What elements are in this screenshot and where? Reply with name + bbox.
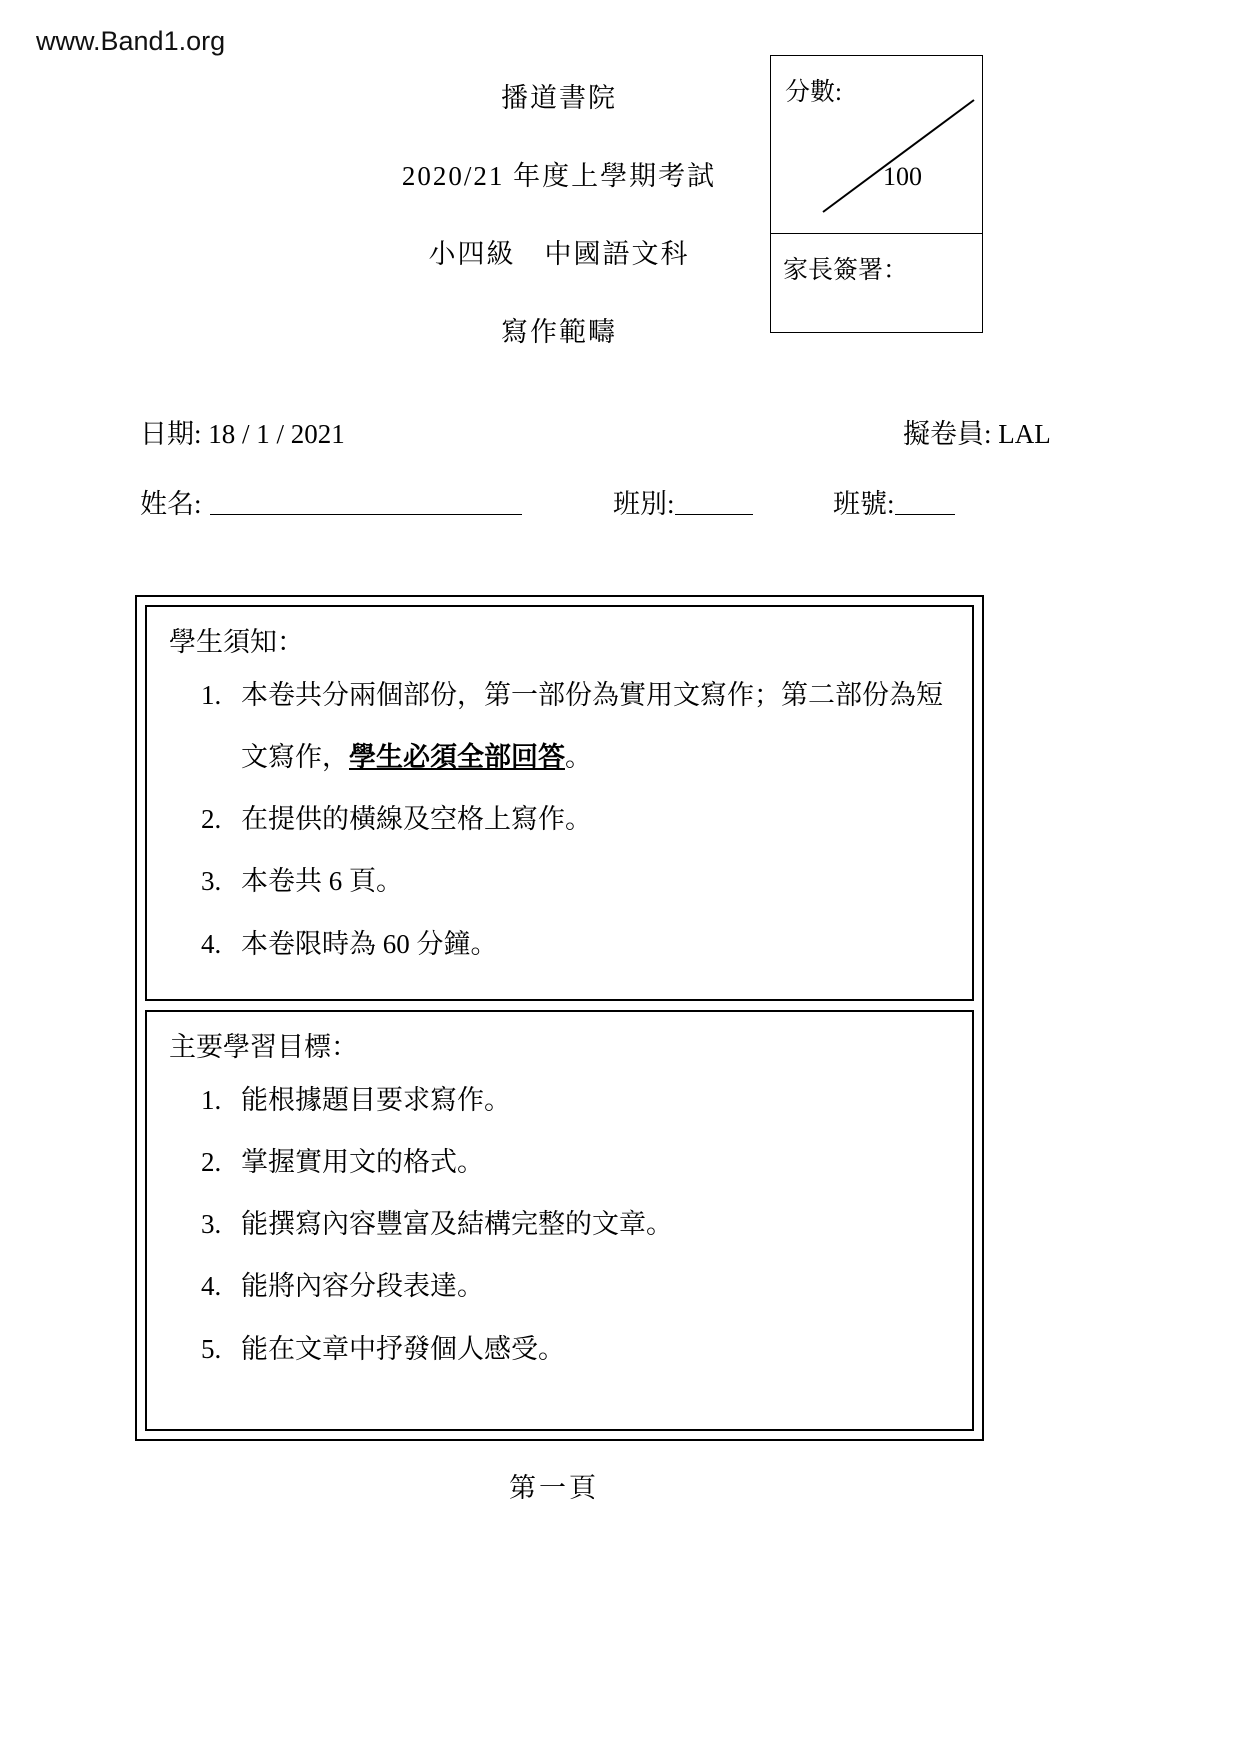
objective-item-text: 能根據題目要求寫作。 [241, 1085, 511, 1116]
grade-subject: 小四級 中國語文科 [428, 239, 690, 269]
examiner-value: LAL [998, 419, 1051, 449]
class-no-field [833, 482, 955, 521]
objective-item-text: 能撰寫內容豐富及結構完整的文章。 [241, 1209, 673, 1240]
objective-item [201, 1318, 950, 1380]
objective-item [201, 1193, 950, 1255]
watermark: www.Band1.org [36, 26, 226, 56]
objective-item-number: 4. [201, 1271, 222, 1302]
score-area [771, 56, 982, 234]
objective-item-number: 2. [201, 1147, 222, 1178]
notice-item-number: 4. [201, 928, 222, 959]
name-blank-line [210, 487, 522, 515]
class-blank-line [675, 487, 753, 515]
notices-title: 學生須知： [169, 627, 304, 657]
learning-objectives-box [145, 1010, 974, 1431]
score-total: 100 [883, 162, 922, 191]
score-box [770, 55, 983, 333]
notice-item-number: 2. [201, 804, 222, 835]
parent-signature-area [771, 234, 982, 302]
parent-signature-label: 家長簽署： [783, 257, 909, 284]
notice-item-text [241, 664, 950, 788]
notice-item-emphasis: 學生必須全部回答 [349, 742, 565, 773]
objective-item-text: 掌握實用文的格式。 [241, 1147, 484, 1178]
student-notices-box [145, 605, 974, 1001]
class-field [613, 482, 753, 521]
objective-item [201, 1069, 950, 1131]
notice-item-text-post: 。 [565, 742, 592, 773]
objective-item [201, 1255, 950, 1317]
score-label: 分數: [785, 79, 842, 106]
examiner-line [903, 412, 1051, 451]
notice-item [201, 664, 950, 788]
class-no-blank-line [895, 487, 955, 515]
notice-item-text: 本卷限時為 60 分鐘。 [241, 928, 498, 959]
paper-section: 寫作範疇 [501, 317, 617, 347]
instructions-outer-box [135, 595, 984, 1441]
class-no-label: 班號: [833, 489, 895, 519]
objective-item [201, 1131, 950, 1193]
score-diagonal-line [771, 56, 984, 234]
name-label: 姓名: [140, 489, 202, 519]
date-value: 18 / 1 / 2021 [208, 419, 345, 449]
objective-item-number: 5. [201, 1333, 222, 1364]
notice-item [201, 788, 950, 850]
notice-item-number: 1. [201, 680, 222, 711]
date-line [140, 412, 345, 451]
objective-item-number: 1. [201, 1085, 222, 1116]
name-field [140, 482, 522, 521]
notice-item-text: 本卷共 6 頁。 [241, 866, 403, 897]
page-number: 第一頁 [509, 1473, 599, 1503]
objective-item-number: 3. [201, 1209, 222, 1240]
examiner-label: 擬卷員: [903, 419, 992, 449]
notice-item [201, 913, 950, 975]
objective-item-text: 能在文章中抒發個人感受。 [241, 1333, 565, 1364]
exam-title: 2020/21 年度上學期考試 [401, 161, 717, 191]
notice-item-number: 3. [201, 866, 222, 897]
objective-item-text: 能將內容分段表達。 [241, 1271, 484, 1302]
notice-item-text: 在提供的橫線及空格上寫作。 [241, 804, 592, 835]
class-label: 班別: [613, 489, 675, 519]
date-label: 日期: [140, 419, 202, 449]
objectives-title: 主要學習目標： [169, 1032, 358, 1062]
school-name: 播道書院 [501, 83, 617, 113]
notice-item-text-pre: 本卷共分兩個部份，第一部份為實用文寫作；第二部份為短文寫作， [241, 680, 943, 773]
notice-item [201, 850, 950, 912]
